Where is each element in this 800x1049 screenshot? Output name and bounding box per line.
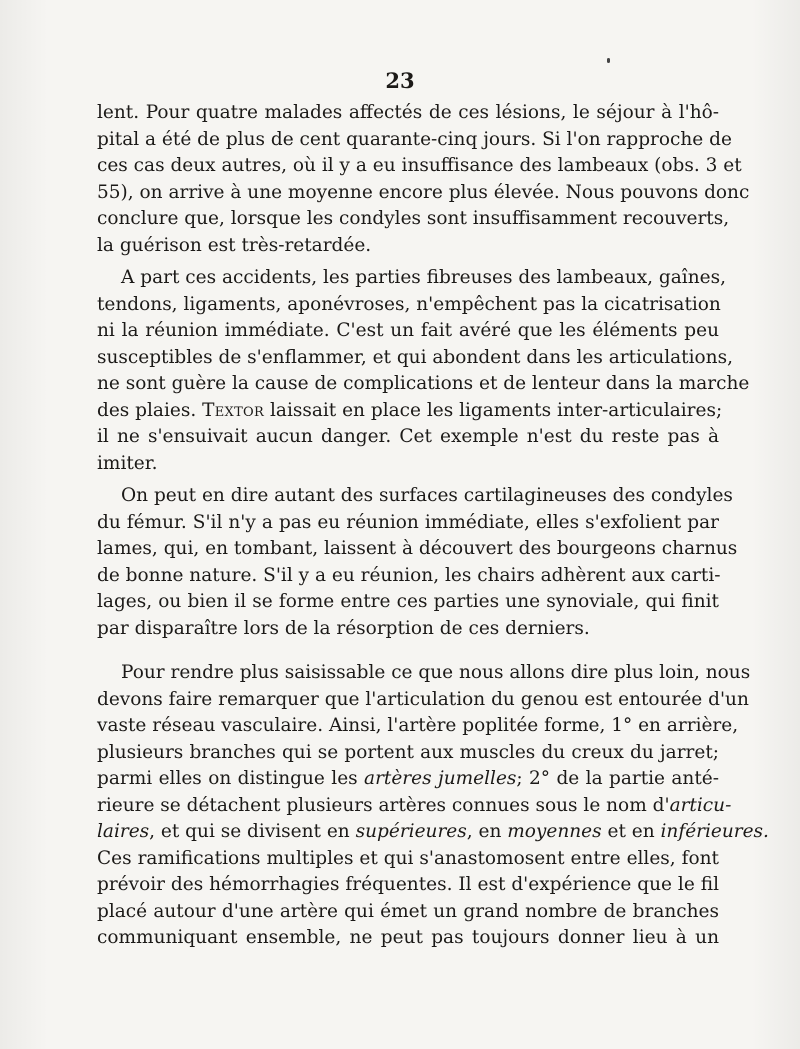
text-line: lent. Pour quatre malades affectés de ces lésions, le séjour à l'hô- (97, 102, 719, 123)
text-line (97, 766, 719, 793)
text-fragment: et en (601, 821, 655, 842)
ink-speck (607, 58, 610, 63)
paragraph-1 (97, 100, 750, 259)
text-line: du fémur. S'il n'y a pas eu réunion immédiate, elles s'exfolient par (97, 511, 719, 533)
italic-term: supérieures (355, 821, 467, 842)
text-line: Pour rendre plus saisissable ce que nous allons dire plus loin, nous (121, 662, 751, 683)
text-line: imiter. (97, 452, 158, 474)
text-fragment: , en (466, 821, 502, 842)
text-line: On peut en dire autant des surfaces cartilagineuses des condyles (121, 485, 733, 506)
text-line (97, 398, 723, 425)
text-line: la guérison est très-retardée. (97, 234, 372, 256)
page-number: 23 (385, 68, 415, 93)
text-line: de bonne nature. S'il y a eu réunion, les chairs adhèrent aux carti- (97, 564, 721, 586)
paragraph-3 (97, 483, 738, 642)
text-fragment: parmi elles on distingue les (97, 768, 358, 789)
italic-term: artères jumelles (364, 768, 517, 789)
italic-term: laires (97, 821, 150, 842)
text-line: A part ces accidents, les parties fibreuses des lambeaux, gaînes, (121, 267, 726, 288)
text-line: pital a été de plus de cent quarante-cinq jours. Si l'on rapproche de (97, 128, 732, 150)
text-line: lages, ou bien il se forme entre ces parties une synoviale, qui finit (97, 591, 719, 612)
text-line: plusieurs branches qui se portent aux muscles du creux du jarret; (97, 741, 719, 763)
author-name: Textor (202, 399, 265, 421)
text-line: Ces ramifications multiples et qui s'anastomosent entre elles, font (97, 847, 719, 869)
text-line: ne sont guère la cause de complications et de lenteur dans la marche (97, 373, 750, 394)
text-line (97, 819, 769, 846)
paragraph-2 (97, 265, 750, 477)
text-line: par disparaître lors de la résorption de ces derniers. (97, 617, 590, 639)
text-line: tendons, ligaments, aponévroses, n'empêchent pas la cicatrisation (97, 293, 721, 315)
body-text (97, 100, 769, 952)
text-line: lames, qui, en tombant, laissent à découvert des bourgeons charnus (97, 538, 738, 559)
text-line (97, 793, 732, 820)
italic-term: articu- (669, 794, 732, 816)
text-line: ces cas deux autres, où il y a eu insuffisance des lambeaux (obs. 3 et (97, 155, 742, 176)
italic-term: inférieures. (660, 821, 769, 842)
italic-term: moyennes (507, 821, 602, 842)
text-line: il ne s'ensuivait aucun danger. Cet exemple n'est du reste pas à (97, 426, 719, 447)
text-line: susceptibles de s'enflammer, et qui abondent dans les articulations, (97, 346, 733, 368)
text-fragment: des plaies. (97, 399, 197, 421)
text-fragment: , et qui se divisent en (149, 821, 350, 842)
text-line: communiquant ensemble, ne peut pas toujours donner lieu à un (97, 927, 719, 948)
text-line: placé autour d'une artère qui émet un grand nombre de branches (97, 900, 719, 922)
paragraph-4 (97, 660, 769, 952)
text-fragment: laissait en place les ligaments inter-articulaires; (270, 399, 723, 421)
text-fragment: ; 2° de la partie anté- (516, 768, 719, 789)
text-line: devons faire remarquer que l'articulation du genou est entourée d'un (97, 688, 749, 710)
text-line: conclure que, lorsque les condyles sont insuffisamment recouverts, (97, 208, 730, 229)
text-line: prévoir des hémorrhagies fréquentes. Il est d'expérience que le fil (97, 874, 719, 895)
text-fragment: rieure se détachent plusieurs artères connues sous le nom d' (97, 794, 670, 816)
text-line: ni la réunion immédiate. C'est un fait avéré que les éléments peu (97, 320, 719, 341)
text-line: 55), on arrive à une moyenne encore plus élevée. Nous pouvons donc (97, 181, 750, 203)
text-line: vaste réseau vasculaire. Ainsi, l'artère poplitée forme, 1° en arrière, (97, 715, 739, 736)
